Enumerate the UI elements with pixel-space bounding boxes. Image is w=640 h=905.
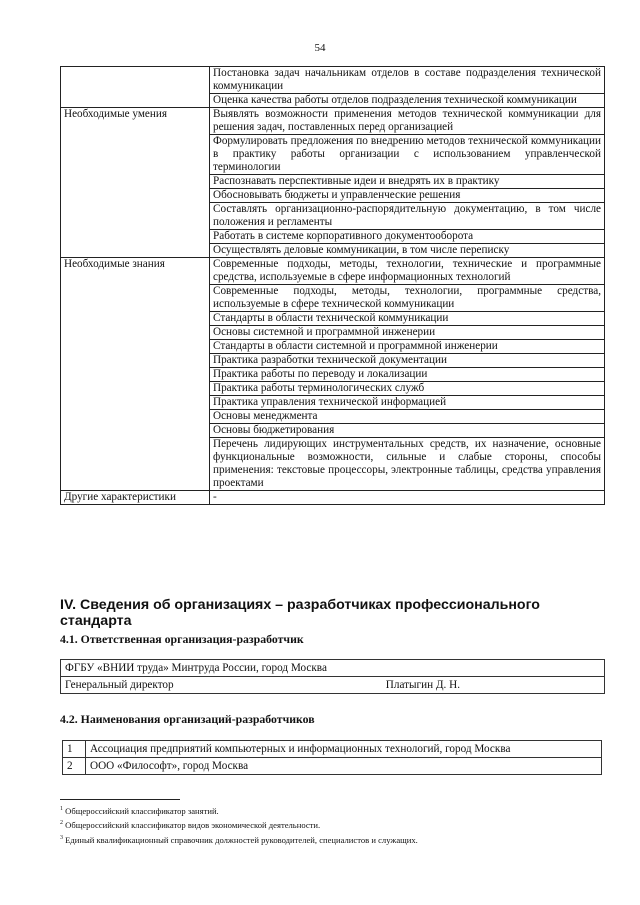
footnote: $^2$ Общероссийский классификатор видов экономической деятельности.: [60, 820, 321, 831]
requirement-row: [61, 285, 605, 312]
requirement-row: [61, 326, 605, 340]
requirement-item: Стандарты в области системной и программной инженерии: [210, 340, 605, 354]
requirement-item: Практика работы терминологических служб: [210, 382, 605, 396]
requirement-item: Осуществлять деловые коммуникации, в том числе переписку: [210, 244, 605, 258]
requirement-item: Современные подходы, методы, технологии, технические и программные средства, используемые в сфере информационных технологий: [210, 258, 605, 285]
requirement-category: [61, 326, 210, 340]
footnote: $^3$ Единый квалификационный справочник должностей руководителей, специалистов и служащих.: [60, 834, 418, 845]
requirement-row: [61, 312, 605, 326]
requirement-row: [61, 135, 605, 175]
requirement-category: [61, 340, 210, 354]
director-title: Генеральный директор: [65, 679, 174, 691]
developer-name: ООО «Философт», город Москва: [86, 758, 602, 775]
requirement-row: [61, 410, 605, 424]
requirement-item: Работать в системе корпоративного документооборота: [210, 230, 605, 244]
requirement-row: [61, 354, 605, 368]
requirement-category: [61, 189, 210, 203]
requirement-row: [61, 491, 605, 505]
section-title: IV. Сведения об организациях – разработчиках профессионального стандарта: [60, 597, 540, 629]
requirement-item: Основы бюджетирования: [210, 424, 605, 438]
requirement-row: [61, 424, 605, 438]
requirement-category: [61, 438, 210, 491]
requirement-category: [61, 94, 210, 108]
requirement-category: [61, 396, 210, 410]
requirement-category: [61, 410, 210, 424]
requirement-row: [61, 396, 605, 410]
requirement-row: [61, 94, 605, 108]
requirement-category: [61, 382, 210, 396]
requirement-item: Практика управления технической информацией: [210, 396, 605, 410]
responsible-org-table: [60, 659, 605, 694]
requirement-item: Выявлять возможности применения методов технической коммуникации для решения задач, поставленных перед организацией: [210, 108, 605, 135]
developers-table: [62, 740, 602, 775]
requirement-item: Распознавать перспективные идеи и внедрять их в практику: [210, 175, 605, 189]
subsection-title-responsible: 4.1. Ответственная организация-разработчик: [60, 632, 304, 646]
requirement-row: [61, 175, 605, 189]
subsection-title-developers: 4.2. Наименования организаций-разработчиков: [60, 712, 315, 726]
requirement-item: Основы системной и программной инженерии: [210, 326, 605, 340]
requirement-row: [61, 368, 605, 382]
requirement-category: [61, 203, 210, 230]
requirement-item: Практика работы по переводу и локализации: [210, 368, 605, 382]
requirement-row: [61, 108, 605, 135]
requirement-row: [61, 258, 605, 285]
requirement-row: [61, 244, 605, 258]
requirement-category: [61, 135, 210, 175]
requirement-row: [61, 203, 605, 230]
requirements-table: [60, 66, 605, 505]
requirement-category: [61, 312, 210, 326]
developer-number: 2: [63, 758, 86, 775]
requirement-category: [61, 67, 210, 94]
developer-row: [63, 758, 602, 775]
requirement-item: Составлять организационно-распорядительную документацию, в том числе положения и регламенты: [210, 203, 605, 230]
requirement-item: Современные подходы, методы, технологии, программные средства, используемые в сфере технической коммуникации: [210, 285, 605, 312]
org-name: ФГБУ «ВНИИ труда» Минтруда России, город Москва: [61, 660, 605, 677]
page-number: 54: [314, 42, 326, 54]
requirement-category: [61, 354, 210, 368]
footnotes: [60, 799, 605, 846]
director-row: [61, 677, 605, 694]
footnote: $^1$ Общероссийский классификатор занятий.: [60, 805, 219, 816]
requirement-category: [61, 230, 210, 244]
requirement-category: Необходимые знания: [61, 258, 210, 285]
requirement-item: Оценка качества работы отделов подразделения технической коммуникации: [210, 94, 605, 108]
requirement-category: Другие характеристики: [61, 491, 210, 505]
requirement-row: [61, 67, 605, 94]
requirement-item: Основы менеджмента: [210, 410, 605, 424]
requirement-item: Перечень лидирующих инструментальных средств, их назначение, основные функциональные возможности, сильные и слабые стороны, способы применения: текстовые процессоры, электронные таблицы, средства управления проектами: [210, 438, 605, 491]
requirement-item: Практика разработки технической документации: [210, 354, 605, 368]
requirement-category: Необходимые умения: [61, 108, 210, 135]
requirement-category: [61, 285, 210, 312]
requirement-category: [61, 424, 210, 438]
requirement-row: [61, 438, 605, 491]
requirement-row: [61, 189, 605, 203]
developer-name: Ассоциация предприятий компьютерных и информационных технологий, город Москва: [86, 741, 602, 758]
requirement-row: [61, 382, 605, 396]
requirement-item: Стандарты в области технической коммуникации: [210, 312, 605, 326]
requirement-item: Формулировать предложения по внедрению методов технической коммуникации в практику работы организации с использованием управленческой терминологии: [210, 135, 605, 175]
requirement-item: Обосновывать бюджеты и управленческие решения: [210, 189, 605, 203]
requirement-item: Постановка задач начальникам отделов в составе подразделения технической коммуникации: [210, 67, 605, 94]
requirement-category: [61, 175, 210, 189]
director-name: Платыгин Д. Н.: [385, 679, 460, 691]
requirement-item: -: [210, 491, 605, 505]
requirement-row: [61, 230, 605, 244]
developer-row: [63, 741, 602, 758]
footnote-divider: [60, 799, 180, 800]
developer-number: 1: [63, 741, 86, 758]
requirement-row: [61, 340, 605, 354]
requirement-category: [61, 368, 210, 382]
requirement-category: [61, 244, 210, 258]
